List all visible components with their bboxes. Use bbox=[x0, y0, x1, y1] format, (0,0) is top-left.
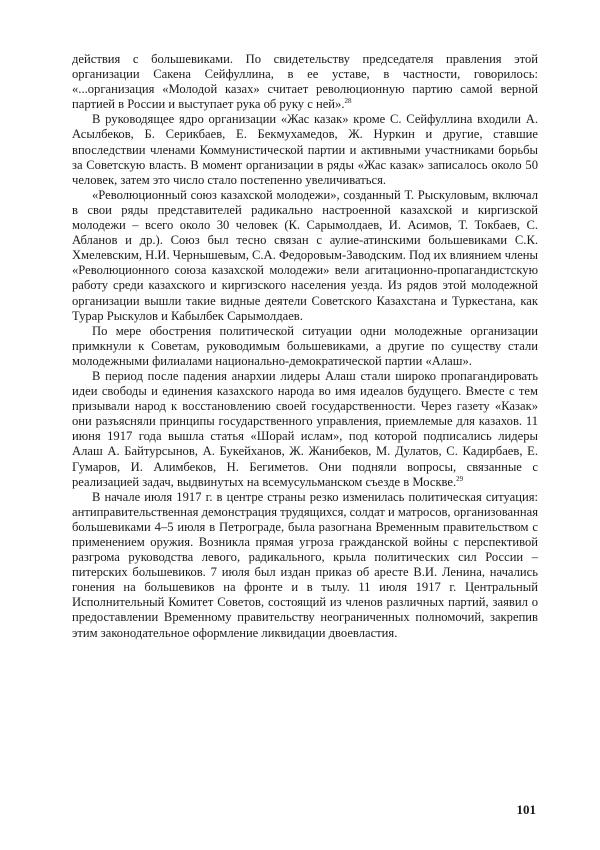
paragraph bbox=[72, 324, 538, 369]
page-body bbox=[72, 52, 538, 641]
paragraph bbox=[72, 188, 538, 324]
paragraph-text: «Революционный союз казахской молодежи», созданный Т. Рыскуловым, включал в свои ряды представителей радикально настроенной казахской и киргизской молодежи – всего около 30 человек (К. Сарымолдаев, И. Асимов, Т. Токбаев, С. Абланов и др.). Союз был тесно связан с аулие-атинскими большевиками С.К. Хмелевским, Н.И. Чернышевым, С.А. Федоровым-Заводским. Под их влиянием члены «Революционного союза казахской молодежи» вели агитационно-пропагандистскую работу среди казахского и киргизского населения уезда. Из рядов этой молодежной организации вышли такие видные деятели Советского Казахстана и Туркестана, как Турар Рыскулов и Кабылбек Сарымолдаев. bbox=[72, 187, 538, 323]
paragraph-text: В период после падения анархии лидеры Алаш стали широко пропагандировать идеи свободы и единения казахского народа во имя идеалов будущего. Вместе с тем призывали народ к восстановлению своей государственности. Через газету «Казак» они разъясняли принципы государственного управления, приемлемые для казахов. 11 июня 1917 года вышла статья «Шорай ислам», под которой подписались лидеры Алаш А. Байтурсынов, А. Букейханов, Ж. Жанибеков, М. Дулатов, С. Кадирбаев, Е. Гумаров, И. Алимбеков, Н. Бегиметов. Они подняли вопросы, связанные с реализацией задач, выдвинутых на всемусульманском съезде в Москве. bbox=[72, 368, 538, 489]
paragraph bbox=[72, 52, 538, 112]
footnote-marker: 29 bbox=[456, 474, 464, 483]
footnote-marker: 28 bbox=[344, 97, 352, 106]
paragraph-text: По мере обострения политической ситуации одни молодежные организации примкнули к Советам, руководимым большевиками, а другие по существу стали молодежными филиалами национально-демократической партии «Алаш». bbox=[72, 323, 538, 368]
paragraph bbox=[72, 369, 538, 490]
paragraph-text: В начале июля 1917 г. в центре страны резко изменилась политическая ситуация: антиправительственная демонстрация трудящихся, солдат и матросов, организованная большевиками 4–5 июля в Петрограде, была разогнана Временным правительством с применением оружия. Возникла прямая угроза гражданской войны с перспективой разгрома руководства левого, радикального, крыла политических сил России – питерских большевиков. 7 июля был издан приказ об аресте В.И. Ленина, начались гонения на большевиков на фронте и в тылу. 11 июля 1917 г. Центральный Исполнительный Комитет Советов, состоящий из членов различных партий, заявил о предоставлении Временному правительству неограниченных полномочий, закрепив этим законодательное оформление ликвидации двоевластия. bbox=[72, 489, 538, 640]
paragraph-text: В руководящее ядро организации «Жас казак» кроме С. Сейфуллина входили А. Асылбеков, Б. Серикбаев, Е. Бекмухамедов, Ж. Нуркин и другие, ставшие впоследствии членами Коммунистической партии и активными участниками борьбы за Советскую власть. В момент организации в ряды «Жас казак» записалось около 50 человек, затем это число стало постепенно увеличиваться. bbox=[72, 112, 538, 187]
paragraph-text: действия с большевиками. По свидетельству председателя правления этой организации Сакена Сейфуллина, в ее уставе, в частности, говорилось: «...организация «Молодой казах» считает революционную партию самой верной партией в России и выступает рука об руку с ней». bbox=[72, 52, 538, 112]
page-number: 101 bbox=[516, 802, 536, 817]
paragraph bbox=[72, 112, 538, 187]
paragraph bbox=[72, 490, 538, 641]
